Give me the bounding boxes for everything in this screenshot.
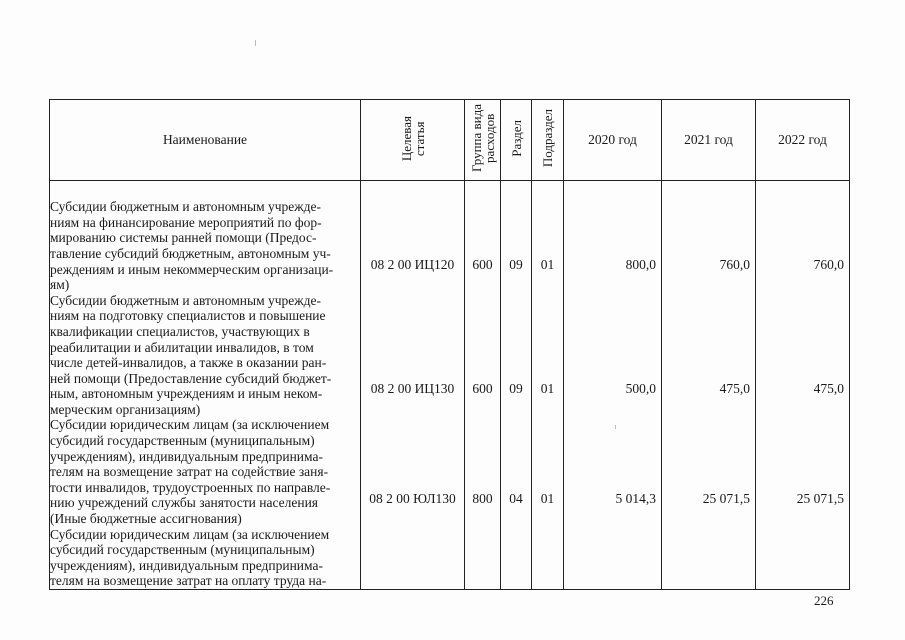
table-cell-subsection: 01	[540, 257, 555, 272]
name-column	[50, 181, 361, 590]
header-section: Раздел	[501, 100, 532, 181]
table-cell-code: 08 2 00 ИЦ130	[370, 381, 455, 396]
section-column	[501, 181, 532, 590]
header-2021: 2021 год	[662, 100, 756, 181]
table-cell-subsection: 01	[540, 381, 555, 396]
table-cell-2020: 5 014,3	[615, 491, 656, 506]
table-row-name: Субсидии бюджетным и автономным учрежде- ниям на финансирование мероприятий по фор- мированию системы ранней помощи (Предос- тавление субсидий бюджетным, автономным уч- реждениям и иным некоммерческим организаци- ям)	[50, 199, 334, 293]
y2020-column	[564, 181, 662, 590]
table-cell-code: 08 2 00 ЮЛ130	[369, 491, 456, 506]
table-cell-2020: 500,0	[625, 381, 656, 396]
y2022-column	[756, 181, 850, 590]
table-cell-code: 08 2 00 ИЦ120	[370, 257, 455, 272]
header-subsection: Подраздел	[532, 100, 564, 181]
table-cell-section: 04	[509, 491, 523, 506]
table-cell-2022: 475,0	[813, 381, 844, 396]
table-cell-2021: 760,0	[719, 257, 750, 272]
table-cell-2022: 760,0	[813, 257, 844, 272]
table-row-name: Субсидии бюджетным и автономным учрежде- ниям на подготовку специалистов и повышение квалификации специалистов, участвующих в реабилитации и абилитации инвалидов, в том числе детей-инвалидов, а также в оказании ран- ней помощи (Предоставление субсидий бюджет- ным, автономным учреждениям и иным неком- мерческим организациям)	[50, 292, 332, 417]
header-target-article: Целевая статья	[361, 100, 465, 181]
table-cell-2021: 475,0	[719, 381, 750, 396]
table-cell-group: 600	[472, 257, 493, 272]
table-body	[50, 181, 850, 590]
budget-table	[49, 99, 850, 590]
table-header-row	[50, 100, 850, 181]
y2021-column	[662, 181, 756, 590]
header-2020: 2020 год	[564, 100, 662, 181]
header-name: Наименование	[50, 100, 361, 181]
table-cell-2022: 25 071,5	[796, 491, 844, 506]
table-cell-group: 600	[472, 381, 493, 396]
header-2022: 2022 год	[756, 100, 850, 181]
page-number: 226	[814, 593, 834, 608]
code-column	[361, 181, 465, 590]
table-cell-2020: 800,0	[625, 257, 656, 272]
scan-speck	[255, 40, 256, 46]
table-row-name: Субсидии юридическим лицам (за исключением субсидий государственным (муниципальным) учреждениям), индивидуальным предпринима- телям на возмещение затрат на оплату труда на-	[50, 526, 330, 589]
table-cell-2021: 25 071,5	[702, 491, 750, 506]
table-cell-subsection: 01	[540, 491, 555, 506]
group-column	[465, 181, 501, 590]
table-cell-section: 09	[509, 381, 523, 396]
table-row-name: Субсидии юридическим лицам (за исключением субсидий государственным (муниципальным) учреждениям), индивидуальным предпринима- телям на возмещение затрат на содействие заня- тости инвалидов, трудоустроенных по направле- нию учреждений службы занятости населения (Иные бюджетные ассигнования)	[50, 417, 331, 527]
table-cell-group: 800	[472, 491, 493, 506]
subsection-column	[532, 181, 564, 590]
table-cell-section: 09	[509, 257, 523, 272]
header-expense-group: Группа вида расходов	[465, 100, 501, 181]
